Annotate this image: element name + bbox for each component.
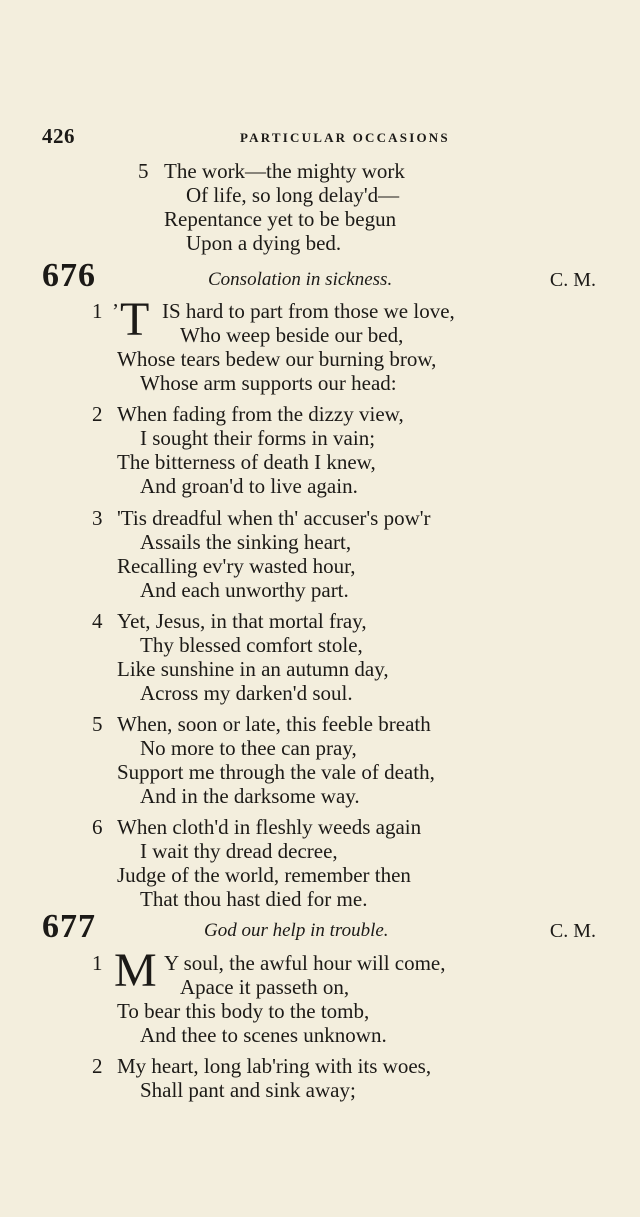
verse-line: Whose arm supports our head: <box>140 371 397 395</box>
verse-line: Assails the sinking heart, <box>140 530 352 554</box>
hymn-title: Consolation in sickness. <box>208 269 393 290</box>
verse-line: 'Tis dreadful when th' accuser's pow'r <box>117 506 431 530</box>
verse-line: And groan'd to live again. <box>140 474 358 498</box>
page-number: 426 <box>42 124 75 148</box>
verse-line: And thee to scenes unknown. <box>140 1023 387 1047</box>
apostrophe: ’ <box>112 299 119 323</box>
verse-number: 2 <box>92 402 103 426</box>
verse-line: Yet, Jesus, in that mortal fray, <box>117 609 367 633</box>
verse-line: Shall pant and sink away; <box>140 1078 356 1102</box>
verse-line: And in the darksome way. <box>140 784 360 808</box>
verse-number: 5 <box>92 712 103 736</box>
drop-cap: T <box>120 293 150 346</box>
verse-number: 3 <box>92 506 103 530</box>
verse-line: The work—the mighty work <box>164 159 405 183</box>
hymn-title: God our help in trouble. <box>204 920 389 941</box>
verse-number: 1 <box>92 299 103 323</box>
verse-line: Across my darken'd soul. <box>140 681 353 705</box>
hymn-meter: C. M. <box>549 920 596 942</box>
verse-line: IS hard to part from those we love, <box>162 299 455 323</box>
verse-number: 2 <box>92 1054 103 1078</box>
verse-line: Of life, so long delay'd— <box>186 183 400 207</box>
verse-line: Thy blessed comfort stole, <box>140 633 363 657</box>
verse-line: Y soul, the awful hour will come, <box>164 951 446 975</box>
verse-line: I sought their forms in vain; <box>140 426 376 450</box>
verse-number: 1 <box>92 951 103 975</box>
verse-line: Upon a dying bed. <box>186 231 342 255</box>
verse-line: No more to thee can pray, <box>140 736 357 760</box>
verse-line: Support me through the vale of death, <box>117 760 435 784</box>
verse-line: My heart, long lab'ring with its woes, <box>117 1054 432 1078</box>
hymn-number: 677 <box>42 908 96 945</box>
running-head: PARTICULAR OCCASIONS <box>240 130 450 145</box>
verse-number: 5 <box>138 159 149 183</box>
verse-line: To bear this body to the tomb, <box>117 999 370 1023</box>
hymn-677-heading <box>40 909 600 949</box>
verse-number: 4 <box>92 609 103 633</box>
verse-number: 6 <box>92 815 103 839</box>
verse-line: That thou hast died for me. <box>140 887 368 911</box>
hymn-number: 676 <box>42 257 96 294</box>
verse-line: And each unworthy part. <box>140 578 349 602</box>
verse-line: When, soon or late, this feeble breath <box>117 712 431 736</box>
verse-line: Repentance yet to be begun <box>164 207 397 231</box>
verse-line: The bitterness of death I knew, <box>117 450 376 474</box>
verse-line: When fading from the dizzy view, <box>117 402 404 426</box>
hymn-meter: C. M. <box>549 269 596 291</box>
verse-line: Recalling ev'ry wasted hour, <box>117 554 356 578</box>
verse-line: Whose tears bedew our burning brow, <box>117 347 437 371</box>
drop-cap: M <box>114 944 157 997</box>
hymn-676-heading <box>40 258 600 298</box>
verse-line: I wait thy dread decree, <box>140 839 338 863</box>
verse-line: Apace it passeth on, <box>180 975 350 999</box>
verse-line: Who weep beside our bed, <box>180 323 404 347</box>
verse-line: Like sunshine in an autumn day, <box>117 657 389 681</box>
verse-line: Judge of the world, remember then <box>117 863 411 887</box>
page-header <box>40 124 600 154</box>
verse-line: When cloth'd in fleshly weeds again <box>117 815 422 839</box>
